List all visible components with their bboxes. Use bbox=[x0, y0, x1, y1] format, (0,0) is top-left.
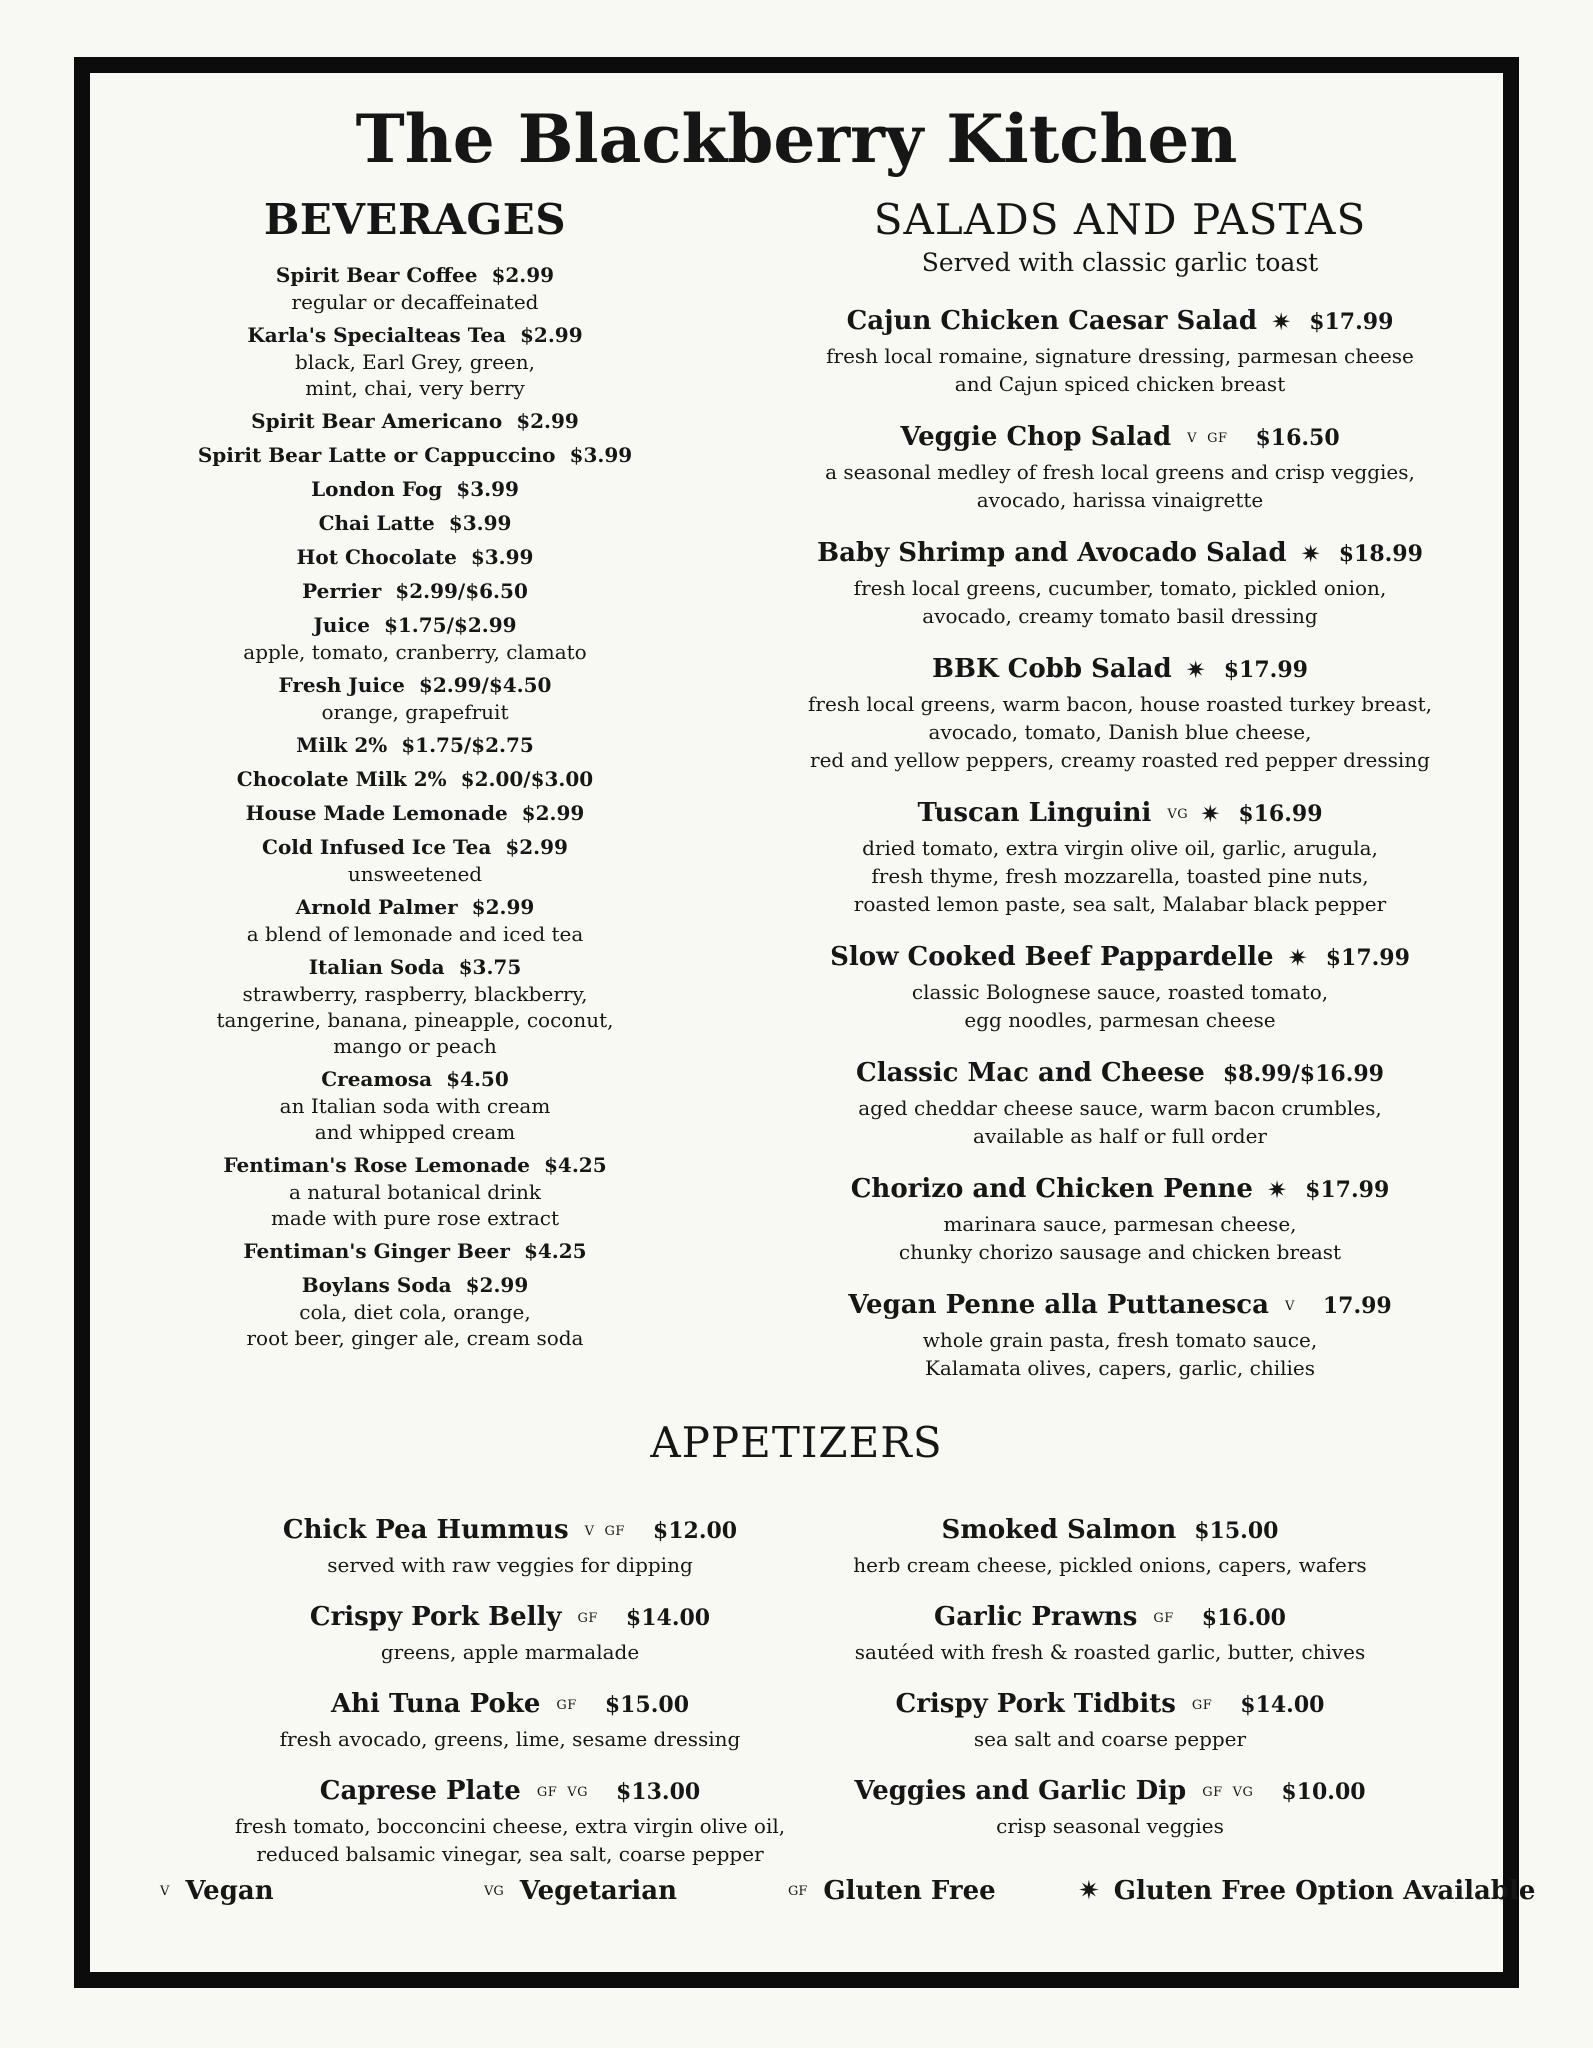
beverage-description: regular or decaffeinated bbox=[291, 290, 539, 314]
dietary-tag: GF bbox=[1202, 1785, 1223, 1800]
appetizer-description: fresh avocado, greens, lime, sesame dressing bbox=[279, 1727, 741, 1751]
appetizer-name: Garlic Prawns bbox=[933, 1602, 1138, 1632]
beverage-line bbox=[170, 954, 660, 981]
salad-price: $16.50 bbox=[1255, 425, 1340, 451]
legend-item bbox=[1078, 1876, 1535, 1906]
beverage-item bbox=[170, 834, 660, 887]
beverage-item bbox=[170, 322, 660, 401]
beverage-name: Creamosa bbox=[321, 1067, 433, 1091]
beverage-description: strawberry, raspberry, blackberry, tangerine, banana, pineapple, coconut, mango or peach bbox=[216, 982, 614, 1058]
legend-label: Gluten Free bbox=[823, 1876, 996, 1906]
legend-symbol: V bbox=[160, 1884, 170, 1899]
beverage-price: $1.75/$2.99 bbox=[383, 613, 517, 637]
salad-price: $8.99/$16.99 bbox=[1222, 1061, 1384, 1087]
dietary-tags bbox=[585, 1514, 635, 1550]
beverage-price: $1.75/$2.75 bbox=[401, 733, 534, 757]
beverage-price: $3.75 bbox=[458, 955, 522, 979]
salad-name: BBK Cobb Salad bbox=[932, 654, 1172, 684]
dietary-tag: GF bbox=[1153, 1611, 1174, 1626]
beverages-heading: BEVERAGES bbox=[263, 195, 567, 244]
beverage-item bbox=[170, 1152, 660, 1231]
beverage-name: Milk 2% bbox=[296, 733, 388, 757]
beverage-item bbox=[170, 894, 660, 947]
gluten-free-option-icon: ✷ bbox=[1266, 1176, 1288, 1204]
beverage-item bbox=[170, 408, 660, 435]
beverage-price: $2.99 bbox=[520, 323, 583, 347]
dietary-tag: VG bbox=[567, 1785, 588, 1800]
salad-line bbox=[790, 303, 1450, 342]
appetizer-item bbox=[790, 1512, 1430, 1579]
appetizer-line bbox=[190, 1599, 830, 1638]
appetizer-description: sautéed with fresh & roasted garlic, butter, chives bbox=[854, 1640, 1366, 1664]
legend-label: Gluten Free Option Available bbox=[1113, 1876, 1536, 1906]
beverage-line bbox=[170, 510, 660, 537]
salad-item bbox=[790, 795, 1450, 918]
salad-item bbox=[790, 535, 1450, 630]
beverage-price: $2.99 bbox=[521, 801, 585, 825]
beverage-name: Spirit Bear Americano bbox=[251, 409, 503, 433]
dietary-tag: V bbox=[584, 1524, 595, 1539]
salad-name: Chorizo and Chicken Penne bbox=[850, 1174, 1253, 1204]
beverage-line bbox=[170, 612, 660, 639]
dietary-tag: VG bbox=[1232, 1785, 1254, 1800]
appetizer-description: crisp seasonal veggies bbox=[996, 1814, 1224, 1838]
beverage-price: $2.99 bbox=[516, 409, 579, 433]
salad-price: $17.99 bbox=[1305, 1177, 1390, 1203]
appetizer-line bbox=[790, 1773, 1430, 1812]
beverage-item bbox=[170, 1066, 660, 1145]
salad-name: Slow Cooked Beef Pappardelle bbox=[830, 942, 1274, 972]
appetizers-right-column bbox=[790, 1512, 1430, 1860]
beverage-price: $3.99 bbox=[456, 477, 519, 501]
dietary-legend bbox=[0, 1876, 1593, 1916]
beverage-description: unsweetened bbox=[347, 862, 483, 886]
appetizer-name: Crispy Pork Tidbits bbox=[895, 1689, 1176, 1719]
appetizer-price: $16.00 bbox=[1201, 1605, 1286, 1631]
beverage-item bbox=[170, 800, 660, 827]
salad-line bbox=[790, 795, 1450, 834]
beverage-line bbox=[170, 894, 660, 921]
beverage-price: $3.99 bbox=[470, 545, 534, 569]
beverage-name: Spirit Bear Coffee bbox=[275, 263, 478, 287]
salad-description: classic Bolognese sauce, roasted tomato, egg noodles, parmesan cheese bbox=[911, 980, 1329, 1032]
beverage-name: Fentiman's Ginger Beer bbox=[243, 1239, 510, 1263]
legend-symbol: VG bbox=[484, 1884, 504, 1899]
beverage-line bbox=[170, 1152, 660, 1179]
beverage-price: $2.99 bbox=[505, 835, 568, 859]
appetizer-line bbox=[790, 1512, 1430, 1551]
beverage-line bbox=[170, 408, 660, 435]
dietary-tags bbox=[1192, 1688, 1222, 1724]
appetizer-name: Caprese Plate bbox=[319, 1776, 521, 1806]
beverage-name: Juice bbox=[313, 613, 370, 637]
appetizer-price: $12.00 bbox=[652, 1518, 738, 1544]
beverage-line bbox=[170, 476, 660, 503]
legend-item bbox=[788, 1876, 996, 1906]
beverage-line bbox=[170, 1272, 660, 1299]
beverage-description: cola, diet cola, orange, root beer, ginger ale, cream soda bbox=[246, 1300, 584, 1350]
dietary-tag: GF bbox=[536, 1785, 558, 1800]
legend-label: Vegetarian bbox=[519, 1876, 678, 1906]
beverage-line bbox=[170, 578, 660, 605]
appetizer-price: $14.00 bbox=[1240, 1692, 1325, 1718]
salad-name: Classic Mac and Cheese bbox=[856, 1058, 1205, 1088]
legend-item bbox=[160, 1876, 274, 1906]
salad-price: $17.99 bbox=[1325, 945, 1410, 971]
beverage-price: $2.00/$3.00 bbox=[460, 767, 594, 791]
beverage-line bbox=[170, 732, 660, 759]
salad-line bbox=[790, 1287, 1450, 1326]
appetizer-price: $15.00 bbox=[1194, 1518, 1279, 1544]
beverage-name: Cold Infused Ice Tea bbox=[262, 835, 492, 859]
salad-description: a seasonal medley of fresh local greens and crisp veggies, avocado, harissa vinaigrette bbox=[825, 460, 1415, 512]
salad-description: fresh local romaine, signature dressing, parmesan cheese and Cajun spiced chicken breast bbox=[826, 344, 1414, 396]
beverage-name: Chai Latte bbox=[318, 511, 435, 535]
beverage-price: $3.99 bbox=[569, 443, 633, 467]
salad-item bbox=[790, 939, 1450, 1034]
beverage-item bbox=[170, 1272, 660, 1351]
beverage-price: $4.25 bbox=[523, 1239, 587, 1263]
appetizer-price: $14.00 bbox=[625, 1605, 711, 1631]
beverage-price: $2.99/$6.50 bbox=[395, 579, 528, 603]
gluten-free-option-icon: ✷ bbox=[1200, 800, 1221, 828]
appetizer-line bbox=[190, 1512, 830, 1551]
dietary-tags bbox=[577, 1601, 607, 1637]
salad-description: marinara sauce, parmesan cheese, chunky chorizo sausage and chicken breast bbox=[898, 1212, 1342, 1264]
dietary-tags bbox=[1187, 421, 1237, 457]
salad-description: dried tomato, extra virgin olive oil, garlic, arugula, fresh thyme, fresh mozzarella, toasted pine nuts, roasted lemon paste, sea salt, Malabar black pepper bbox=[853, 836, 1387, 916]
salad-item bbox=[790, 419, 1450, 514]
beverage-item bbox=[170, 766, 660, 793]
gluten-free-option-icon: ✷ bbox=[1287, 944, 1308, 972]
beverage-name: Arnold Palmer bbox=[295, 895, 458, 919]
appetizer-line bbox=[790, 1686, 1430, 1725]
salad-name: Cajun Chicken Caesar Salad bbox=[846, 306, 1258, 336]
appetizer-line bbox=[190, 1773, 830, 1812]
dietary-tags bbox=[537, 1775, 598, 1811]
dietary-tags bbox=[1153, 1601, 1183, 1637]
beverage-item bbox=[170, 476, 660, 503]
appetizer-price: $10.00 bbox=[1281, 1779, 1366, 1805]
legend-item bbox=[484, 1876, 677, 1906]
appetizer-description: fresh tomato, bocconcini cheese, extra virgin olive oil, reduced balsamic vinegar, sea salt, coarse pepper bbox=[234, 1814, 786, 1866]
beverage-line bbox=[170, 672, 660, 699]
beverage-price: $2.99/$4.50 bbox=[418, 673, 552, 697]
beverage-name: Fentiman's Rose Lemonade bbox=[223, 1153, 530, 1177]
beverage-name: Chocolate Milk 2% bbox=[236, 767, 447, 791]
dietary-tags bbox=[556, 1688, 586, 1724]
dietary-tags bbox=[1285, 1289, 1305, 1325]
beverage-price: $2.99 bbox=[471, 895, 535, 919]
appetizer-name: Smoked Salmon bbox=[941, 1515, 1177, 1545]
dietary-tag: GF bbox=[604, 1524, 625, 1539]
salad-line bbox=[790, 651, 1450, 690]
gluten-free-option-icon: ✷ bbox=[1078, 1876, 1100, 1906]
legend-label: Vegan bbox=[185, 1876, 274, 1906]
salad-name: Tuscan Linguini bbox=[917, 798, 1152, 828]
salad-item bbox=[790, 1171, 1450, 1266]
beverages-section bbox=[170, 195, 660, 1358]
dietary-tag: GF bbox=[1191, 1698, 1213, 1713]
beverage-description: a blend of lemonade and iced tea bbox=[246, 922, 584, 946]
appetizer-item bbox=[190, 1686, 830, 1753]
salad-line bbox=[790, 535, 1450, 574]
salad-price: 17.99 bbox=[1322, 1293, 1392, 1319]
beverage-price: $3.99 bbox=[448, 511, 512, 535]
legend-symbol: GF bbox=[788, 1884, 808, 1899]
appetizer-item bbox=[790, 1773, 1430, 1840]
restaurant-title: The Blackberry Kitchen bbox=[355, 100, 1238, 178]
dietary-tag: VG bbox=[1167, 807, 1189, 822]
salad-line bbox=[790, 939, 1450, 978]
appetizer-item bbox=[190, 1512, 830, 1579]
beverage-line bbox=[170, 544, 660, 571]
beverage-price: $4.50 bbox=[446, 1067, 509, 1091]
appetizer-name: Crispy Pork Belly bbox=[309, 1602, 562, 1632]
appetizer-description: sea salt and coarse pepper bbox=[973, 1727, 1247, 1751]
beverage-description: a natural botanical drink made with pure rose extract bbox=[270, 1180, 560, 1230]
appetizer-price: $13.00 bbox=[616, 1779, 701, 1805]
salad-line bbox=[790, 1171, 1450, 1210]
beverage-item bbox=[170, 262, 660, 315]
beverage-item bbox=[170, 544, 660, 571]
beverage-line bbox=[170, 766, 660, 793]
beverage-line bbox=[170, 1238, 660, 1265]
beverage-description: orange, grapefruit bbox=[321, 700, 509, 724]
appetizer-description: served with raw veggies for dipping bbox=[327, 1553, 693, 1577]
salad-item bbox=[790, 1287, 1450, 1382]
beverage-name: House Made Lemonade bbox=[245, 801, 508, 825]
beverage-name: Boylans Soda bbox=[301, 1273, 452, 1297]
appetizer-item bbox=[190, 1773, 830, 1868]
appetizers-left-column bbox=[190, 1512, 830, 1888]
dietary-tag: GF bbox=[1207, 431, 1228, 446]
beverage-line bbox=[170, 322, 660, 349]
gluten-free-option-icon: ✷ bbox=[1300, 540, 1321, 568]
dietary-tag: V bbox=[1187, 431, 1198, 446]
beverage-name: Spirit Bear Latte or Cappuccino bbox=[197, 443, 556, 467]
beverage-price: $4.25 bbox=[543, 1153, 607, 1177]
gluten-free-option-icon: ✷ bbox=[1271, 308, 1292, 336]
beverage-price: $2.99 bbox=[465, 1273, 529, 1297]
appetizer-line bbox=[790, 1599, 1430, 1638]
salad-description: whole grain pasta, fresh tomato sauce, Kalamata olives, capers, garlic, chilies bbox=[922, 1328, 1318, 1380]
salad-description: fresh local greens, warm bacon, house roasted turkey breast, avocado, tomato, Danish blue cheese, red and yellow peppers, creamy roasted red pepper dressing bbox=[808, 692, 1432, 772]
salad-price: $17.99 bbox=[1223, 657, 1308, 683]
appetizer-description: greens, apple marmalade bbox=[380, 1640, 640, 1664]
beverage-line bbox=[170, 262, 660, 289]
salad-price: $16.99 bbox=[1238, 801, 1323, 827]
appetizer-item bbox=[190, 1599, 830, 1666]
salad-line bbox=[790, 1055, 1450, 1094]
appetizer-price: $15.00 bbox=[604, 1692, 690, 1718]
salads-subtitle: Served with classic garlic toast bbox=[921, 248, 1319, 277]
beverage-line bbox=[170, 834, 660, 861]
beverage-description: apple, tomato, cranberry, clamato bbox=[243, 640, 587, 664]
beverage-description: black, Earl Grey, green, mint, chai, very berry bbox=[295, 350, 535, 400]
beverage-name: Perrier bbox=[302, 579, 382, 603]
dietary-tag: GF bbox=[577, 1611, 598, 1626]
gluten-free-option-icon: ✷ bbox=[1185, 656, 1206, 684]
salad-item bbox=[790, 1055, 1450, 1150]
appetizers-heading: APPETIZERS bbox=[650, 1418, 943, 1467]
beverage-name: Fresh Juice bbox=[278, 673, 405, 697]
appetizer-item bbox=[790, 1686, 1430, 1753]
salad-line bbox=[790, 419, 1450, 458]
salad-description: fresh local greens, cucumber, tomato, pickled onion, avocado, creamy tomato basil dressing bbox=[853, 576, 1387, 628]
beverage-name: Italian Soda bbox=[308, 955, 445, 979]
salad-item bbox=[790, 651, 1450, 774]
salad-item bbox=[790, 303, 1450, 398]
salads-section bbox=[790, 195, 1450, 1403]
dietary-tag: GF bbox=[556, 1698, 577, 1713]
salad-description: aged cheddar cheese sauce, warm bacon crumbles, available as half or full order bbox=[858, 1096, 1382, 1148]
dietary-tags bbox=[1167, 797, 1198, 833]
salad-name: Vegan Penne alla Puttanesca bbox=[848, 1290, 1269, 1320]
salad-price: $18.99 bbox=[1338, 541, 1423, 567]
beverage-name: Karla's Specialteas Tea bbox=[247, 323, 507, 347]
appetizer-line bbox=[190, 1686, 830, 1725]
beverage-item bbox=[170, 954, 660, 1059]
beverage-item bbox=[170, 442, 660, 469]
salads-heading: SALADS AND PASTAS bbox=[873, 195, 1367, 244]
beverage-item bbox=[170, 510, 660, 537]
beverage-item bbox=[170, 612, 660, 665]
beverages-list bbox=[170, 262, 660, 1351]
appetizer-name: Ahi Tuna Poke bbox=[330, 1689, 541, 1719]
salad-name: Veggie Chop Salad bbox=[900, 422, 1172, 452]
appetizer-name: Chick Pea Hummus bbox=[282, 1515, 569, 1545]
beverage-item bbox=[170, 732, 660, 759]
beverage-price: $2.99 bbox=[491, 263, 555, 287]
salad-price: $17.99 bbox=[1309, 309, 1394, 335]
dietary-tag: V bbox=[1284, 1299, 1295, 1314]
beverage-line bbox=[170, 1066, 660, 1093]
appetizer-name: Veggies and Garlic Dip bbox=[854, 1776, 1187, 1806]
appetizer-item bbox=[790, 1599, 1430, 1666]
beverage-line bbox=[170, 442, 660, 469]
dietary-tags bbox=[1202, 1775, 1263, 1811]
salads-list bbox=[790, 303, 1450, 1382]
salad-name: Baby Shrimp and Avocado Salad bbox=[817, 538, 1287, 568]
beverage-line bbox=[170, 800, 660, 827]
beverage-item bbox=[170, 1238, 660, 1265]
appetizer-description: herb cream cheese, pickled onions, capers, wafers bbox=[853, 1553, 1367, 1577]
beverage-item bbox=[170, 578, 660, 605]
beverage-item bbox=[170, 672, 660, 725]
beverage-name: London Fog bbox=[311, 477, 443, 501]
beverage-description: an Italian soda with cream and whipped cream bbox=[279, 1094, 551, 1144]
beverage-name: Hot Chocolate bbox=[296, 545, 457, 569]
